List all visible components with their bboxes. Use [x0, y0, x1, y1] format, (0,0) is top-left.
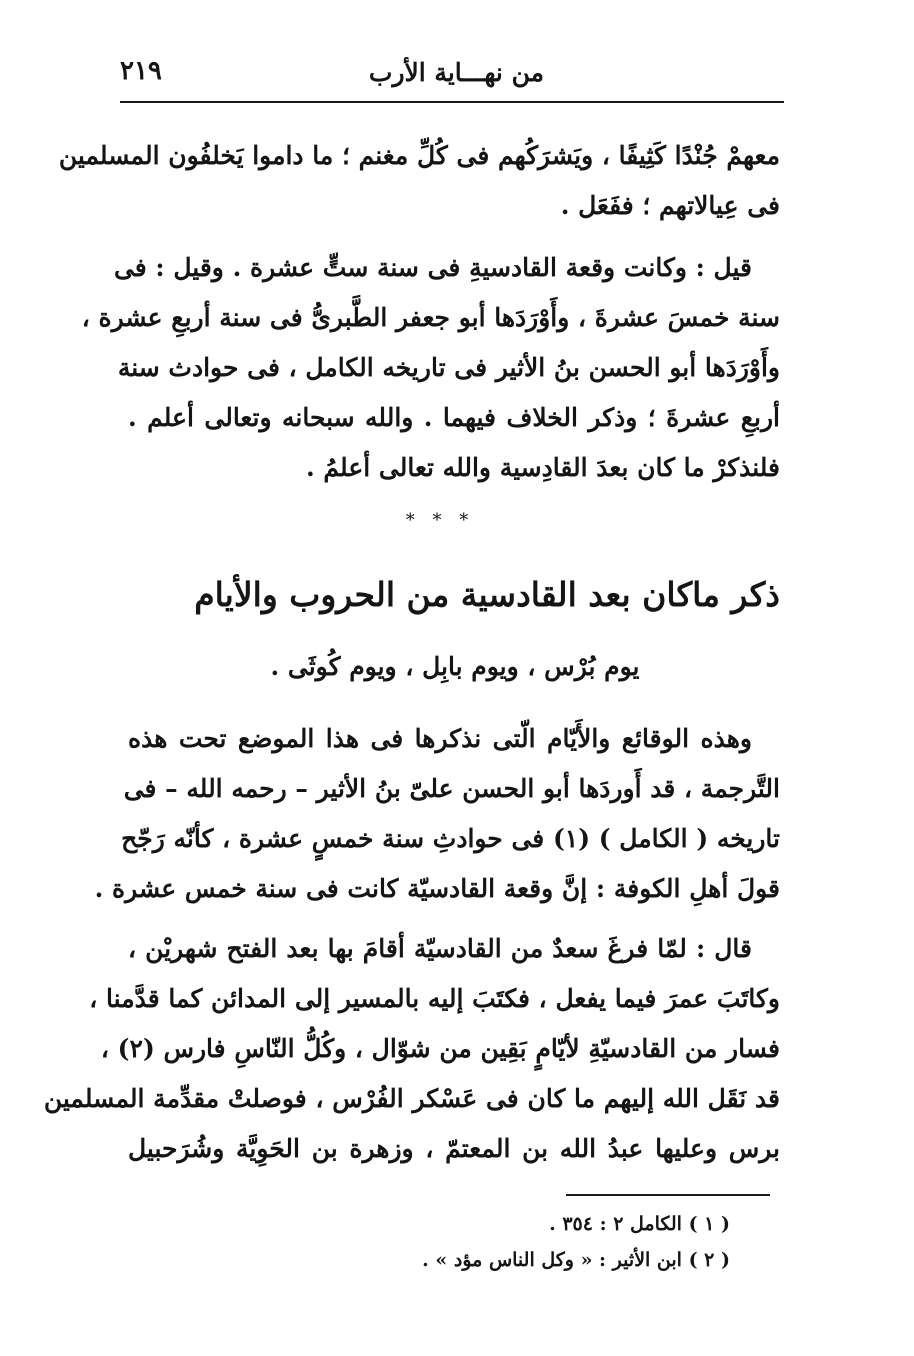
text-line: وأَوْرَدَها أبو الحسن بنُ الأثير فى تاريخه الكامل ، فى حوادث سنة [117, 353, 780, 382]
paragraph-1 [58, 131, 780, 231]
footnote-2: ( ٢ ) ابن الأثير : « وكل الناس مؤد » . [422, 1249, 730, 1271]
text-line: سنة خمسَ عشرةَ ، وأَوْرَدَها أبو جعفر الطَّبرىُّ فى سنة أربعِ عشرة ، [81, 303, 780, 332]
text-line: قيل : وكانت وقعة القادسيةِ فى سنة ستٍّ عشرة . وقيل : فى [113, 253, 752, 282]
section-heading: ذكر ماكان بعد القادسية من الحروب والأيام [194, 575, 780, 614]
paragraph-3 [94, 714, 780, 914]
footnote-rule [566, 1194, 770, 1196]
text-line: فسار من القادسيّةِ لأيّامٍ بَقِين من شوّال ، وكُلُّ النّاسِ فارس (٢) ، [100, 1034, 780, 1063]
paragraph-2 [81, 243, 780, 493]
text-line: قولَ أهلِ الكوفة : إنَّ وقعة القادسيّة كانت فى سنة خمس عشرة . [94, 874, 780, 903]
text-line: وكاتَبَ عمرَ فيما يفعل ، فكتَبَ إليه بالمسير إلى المدائن كما قدَّمنا ، [89, 984, 780, 1013]
text-line: معهمْ جُنْدًا كَثِيفًا ، ويَشرَكُهم فى كُلِّ مغنم ؛ ما داموا يَخلفُون المسلمين [58, 141, 780, 170]
text-line: قال : لمّا فرغَ سعدٌ من القادسيّة أقامَ بها بعد الفتح شهريْن ، [128, 934, 752, 963]
running-header [120, 56, 784, 96]
text-line: التَّرجمة ، قد أَوردَها أبو الحسن علىّ بنُ الأثير – رحمه الله – فى [123, 774, 780, 803]
running-title: من نهـــاية الأرب [368, 58, 544, 87]
footnote-1: ( ١ ) الكامل ٢ : ٣٥٤ . [549, 1213, 730, 1235]
text-line: أربعِ عشرةَ ؛ وذكر الخلاف فيهما . والله سبحانه وتعالى أعلم . [128, 403, 780, 432]
header-rule [120, 101, 784, 103]
text-line: فى عِيالاتهم ؛ ففَعَل . [560, 191, 780, 220]
text-line: فلنذكرْ ما كان بعدَ القادِسية والله تعالى أعلمُ . [306, 453, 780, 482]
text-line: تاريخه ( الكامل ) (١) فى حوادثِ سنة خمسٍ عشرة ، كأنّه رَجّح [121, 824, 780, 853]
section-separator: * * * [405, 510, 475, 531]
page-number: ٢١٩ [120, 56, 162, 86]
paragraph-4 [43, 924, 781, 1174]
footnotes [300, 1206, 730, 1278]
text-line: قد نَقَل الله إليهم ما كان فى عَسْكر الفُرْس ، فوصلتْ مقدِّمة المسلمين [43, 1084, 780, 1113]
text-line: برس وعليها عبدُ الله بن المعتمّ ، وزهرة بن الحَوِيَّة وشُرَحبيل [128, 1134, 781, 1163]
text-line: وهذه الوقائع والأَيّام الّتى نذكرها فى هذا الموضع تحت هذه [128, 724, 752, 753]
section-subtitle: يوم بُرْس ، ويوم بابِل ، ويوم كُوثَى . [270, 652, 640, 681]
